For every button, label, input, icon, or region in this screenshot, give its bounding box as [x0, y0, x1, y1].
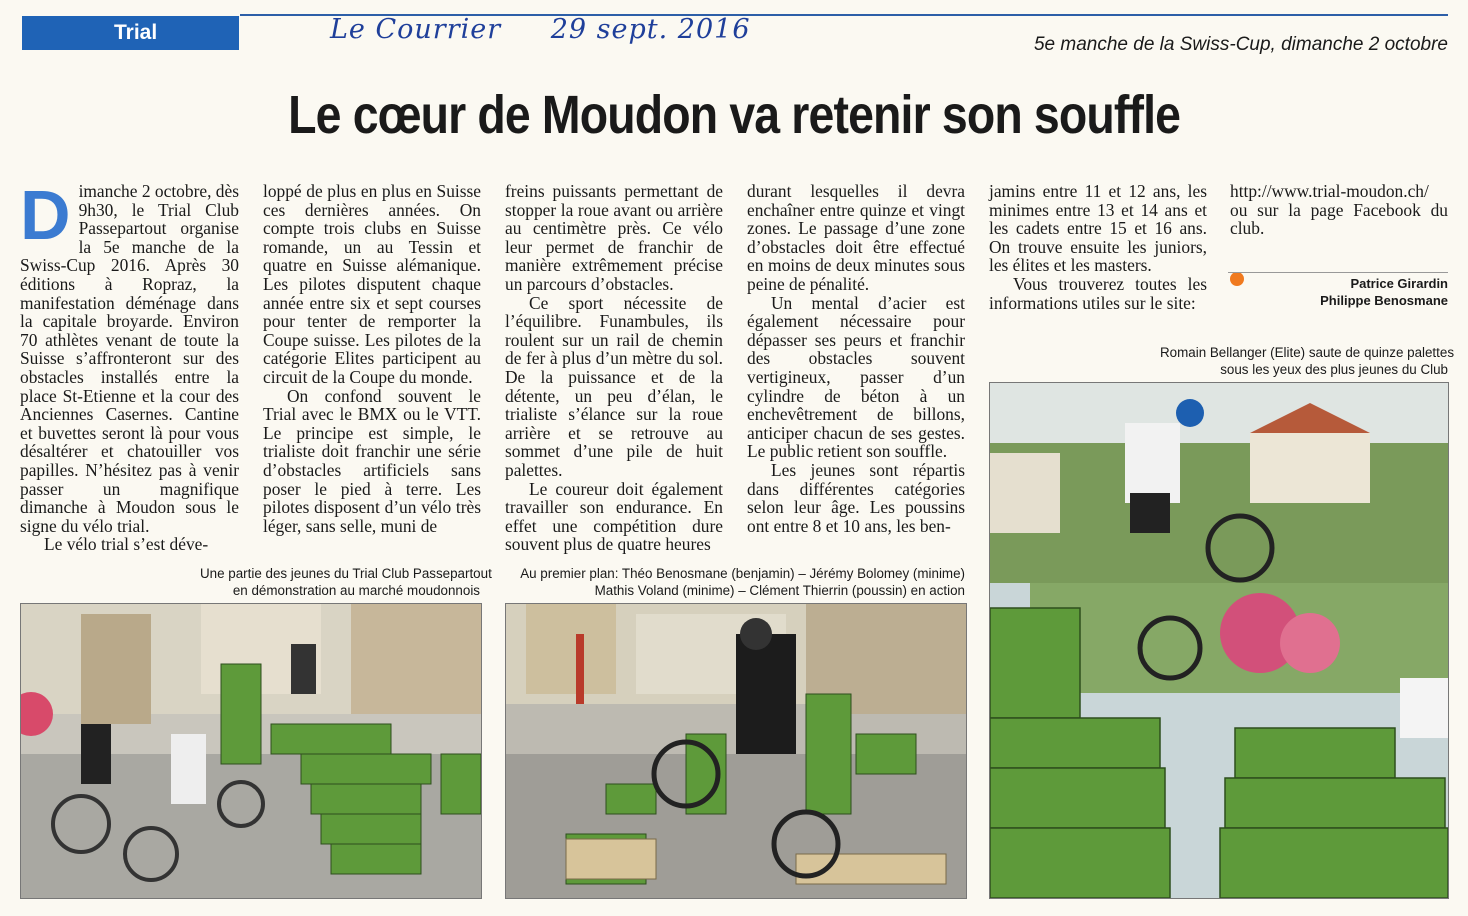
- paragraph: Ce sport nécessite de l’équilibre. Funambules, ils roulent sur un rail de chemin de fer à plus d’un mètre du sol. De la puissance et de la détente, un peu d’élan, le trialiste s’élance sur la roue arrière et se retrouve au sommet d’une pile de huit palettes.: [505, 292, 723, 480]
- article-column-6: [1230, 182, 1448, 238]
- article-column-4: [747, 182, 965, 535]
- photo-caption-2: [505, 565, 965, 599]
- author-name: Patrice Girardin: [1350, 276, 1448, 291]
- paragraph: durant lesquelles il devra enchaîner entre quinze et vingt zones. Le passage d’une zone d’obstacles doit être effectué en moins de deux minutes sous peine de pénalité.: [747, 181, 965, 294]
- website-link-text[interactable]: http://www.trial-moudon.ch/ ou sur la page Facebook du club.: [1230, 181, 1448, 239]
- article-column-1: [20, 176, 239, 555]
- handwritten-date: 29 sept. 2016: [550, 14, 751, 45]
- paragraph: loppé de plus en plus en Suisse ces dernières années. On compte trois clubs en Suisse romande, un au Tessin et quatre en Suisse alémanique. Les pilotes disputent chaque année entre six et sept courses pour tenter de remporter la Coupe suisse. Les pilotes de la catégorie Elites participent au circuit de la Coupe du monde.: [263, 181, 481, 387]
- paragraph: On confond souvent le Trial avec le BMX ou le VTT. Le principe est simple, le trialiste doit franchir une série d’obstacles artificiels sans poser le pied à terre. Les pilotes disposent d’un vélo très léger, sans selle, muni de: [263, 385, 481, 536]
- photo-caption-1: [200, 565, 492, 599]
- paragraph: Vous trouverez toutes les informations utiles sur le site:: [989, 273, 1207, 313]
- author-name: Philippe Benosmane: [1320, 293, 1448, 308]
- photo-market-demonstration: [20, 603, 482, 899]
- paragraph: Un mental d’acier est également nécessaire pour dépasser ses peurs et franchir des obstacles souvent vertigineux, passer d’un cylindre de béton à un enchevêtrement de billons, anticiper chacun de ses gestes. Le public retient son souffle.: [747, 292, 965, 462]
- paragraph: jamins entre 11 et 12 ans, les minimes entre 13 et 14 ans et les cadets entre 15 et 16 ans. On trouve ensuite les juniors, les élites et les masters.: [989, 181, 1207, 276]
- photo-elite-jump: [989, 382, 1449, 899]
- paragraph: Les jeunes sont répartis dans différentes catégories selon leur âge. Les poussins ont entre 8 et 10 ans, les ben-: [747, 459, 965, 536]
- lead-text: imanche 2 octobre, dès 9h30, le Trial Club Passepartout organise la 5e manche de la Swiss-Cup 2016. Après 30 éditions à Ropraz, la manifestation déménage dans la capitale broyarde. Environ 70 athlètes venant de toute la Suisse s’affronteront sur des obstacles installés entre la place St-Etienne et la cour des Anciennes Casernes. Cantine et buvettes seront là pour vous désaltérer et chatouiller vos papilles. N’hésitez pas à venir passer un magnifique dimanche à Moudon sous le signe du vélo trial.: [20, 181, 239, 536]
- paragraph: Le coureur doit également travailler son endurance. En effet une compétition dure souvent plus de quatre heures: [505, 478, 723, 555]
- handwritten-annotation: [330, 14, 791, 45]
- lead-paragraph: [20, 176, 239, 536]
- paragraph: freins puissants permettant de stopper la roue avant ou arrière au centimètre près. Ce vélo leur permet de franchir de manière extrêmement précise un parcours d’obstacles.: [505, 181, 723, 294]
- author-byline: [1228, 272, 1448, 309]
- section-tag: Trial: [22, 16, 239, 50]
- caption-line: Une partie des jeunes du Trial Club Passepartout: [200, 566, 492, 581]
- caption-line: en démonstration au marché moudonnois: [232, 583, 480, 598]
- handwritten-paper: Le Courrier: [330, 14, 502, 45]
- photo-caption-3: [1160, 344, 1455, 378]
- drop-cap: D: [20, 176, 71, 254]
- caption-line: Au premier plan: Théo Benosmane (benjamin) – Jérémy Bolomey (minime): [520, 566, 965, 581]
- article-column-5: [989, 182, 1207, 312]
- article-column-3: [505, 182, 723, 554]
- paragraph: Le vélo trial s’est déve-: [44, 534, 209, 555]
- kicker: 5e manche de la Swiss-Cup, dimanche 2 octobre: [1033, 34, 1448, 55]
- headline: Le cœur de Moudon va retenir son souffle: [288, 85, 1181, 145]
- caption-line: sous les yeux des plus jeunes du Club: [1220, 362, 1448, 377]
- photo-riders-in-action: [505, 603, 967, 899]
- caption-line: Mathis Voland (minime) – Clément Thierrin (poussin) en action: [594, 583, 965, 598]
- caption-line: Romain Bellanger (Elite) saute de quinze palettes: [1160, 345, 1455, 360]
- article-column-2: [263, 182, 481, 535]
